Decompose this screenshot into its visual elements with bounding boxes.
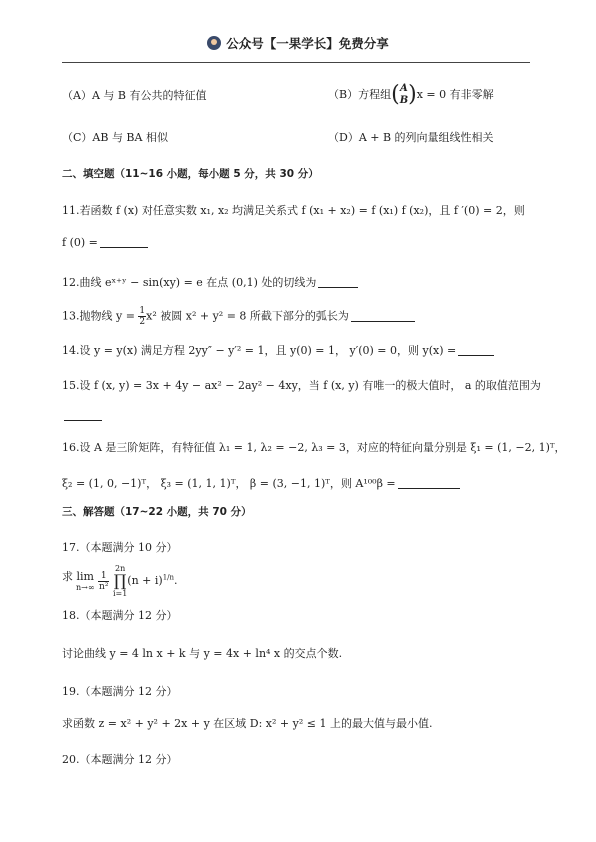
choice-b-suffix: x = 0 有非零解 — [416, 88, 494, 101]
q13-fraction — [138, 306, 146, 327]
q18-head: 18.（本题满分 12 分） — [62, 609, 178, 622]
q17-lim-sub: n→∞ — [76, 583, 95, 592]
q17-limit — [62, 570, 95, 592]
answer-blank — [351, 320, 415, 322]
q19-body: 求函数 z = x² + y² + 2x + y 在区域 D: x² + y² ≤ 1 上的最大值与最小值. — [62, 717, 433, 730]
q16-line1: 16.设 A 是三阶矩阵，有特征值 λ₁ = 1, λ₂ = −2, λ₃ = 3，对应的特征向量分别是 ξ₁ = (1, −2, 1)ᵀ， — [62, 441, 566, 454]
answer-blank — [398, 487, 460, 489]
section-3-title: 三、解答题（17~22 小题，共 70 分） — [62, 506, 252, 518]
q17-product — [113, 564, 127, 598]
header-title: 公众号【一果学长】免费分享 — [226, 36, 389, 51]
frac-den: 2 — [139, 317, 146, 327]
q13-prefix: 13.抛物线 y = — [62, 309, 135, 323]
q11-line2-text: f (0) = — [62, 236, 98, 249]
avatar-logo-icon — [207, 36, 221, 50]
frac-num: 1 — [139, 306, 146, 316]
q16-line2-text: ξ₂ = (1, 0, −1)ᵀ， ξ₃ = (1, 1, 1)ᵀ， β = (3, −1, 1)ᵀ，则 A¹⁰⁰β = — [62, 477, 396, 490]
q17-term: (n + i) — [127, 574, 163, 587]
q12-text: 12.曲线 eˣ⁺ʸ − sin(xy) = e 在点 (0,1) 处的切线为 — [62, 276, 317, 289]
q17-body — [62, 564, 178, 598]
choice-d: （D）A + B 的列向量组线性相关 — [328, 131, 494, 144]
q11-line1: 11.若函数 f (x) 对任意实数 x₁, x₂ 均满足关系式 f (x₁ + x₂) = f (x₁) f (x₂)，且 f ′(0) = 2，则 — [62, 204, 525, 217]
choice-a: （A）A 与 B 有公共的特征值 — [62, 89, 207, 102]
answer-blank — [458, 354, 494, 356]
block-matrix — [400, 83, 408, 107]
q19-head: 19.（本题满分 12 分） — [62, 685, 178, 698]
q17-head: 17.（本题满分 10 分） — [62, 541, 178, 554]
q11-line2 — [62, 235, 148, 251]
prod-bottom: i=1 — [112, 589, 128, 598]
q16-line2 — [62, 476, 460, 492]
q13 — [62, 306, 415, 327]
choice-c: （C）AB 与 BA 相似 — [62, 131, 168, 144]
q17-end: . — [174, 574, 178, 587]
q14-text: 14.设 y = y(x) 满足方程 2yy″ − y′² = 1，且 y(0) = 1， y′(0) = 0，则 y(x) = — [62, 344, 457, 357]
q20-head: 20.（本题满分 12 分） — [62, 753, 178, 766]
right-paren: ) — [408, 82, 417, 107]
block-bottom: B — [399, 95, 409, 106]
q13-suffix: x² 被圆 x² + y² = 8 所截下部分的弧长为 — [146, 309, 349, 323]
q18-body: 讨论曲线 y = 4 ln x + k 与 y = 4x + ln⁴ x 的交点个数. — [62, 647, 343, 660]
header-rule — [62, 62, 530, 63]
frac-num: 1 — [98, 571, 109, 582]
q17-lim: 求 lim — [62, 570, 94, 583]
left-paren: ( — [391, 82, 400, 107]
answer-blank — [318, 286, 358, 288]
q12 — [62, 275, 358, 291]
page-header — [0, 34, 596, 52]
q17-exp: 1/n — [162, 573, 175, 582]
q14 — [62, 343, 494, 359]
q17-fraction — [98, 571, 109, 592]
section-2-title: 二、填空题（11~16 小题，每小题 5 分，共 30 分） — [62, 168, 319, 180]
q15-blank-line — [62, 408, 102, 424]
answer-blank — [64, 419, 102, 421]
block-top: A — [400, 83, 408, 94]
choice-b-prefix: （B）方程组 — [328, 88, 392, 101]
product-sign-icon: ∏ — [113, 571, 127, 590]
q15: 15.设 f (x, y) = 3x + 4y − ax² − 2ay² − 4xy，当 f (x, y) 有唯一的极大值时， a 的取值范围为 — [62, 379, 541, 392]
frac-den: n² — [99, 581, 109, 592]
choice-b — [328, 80, 494, 110]
answer-blank — [100, 246, 148, 248]
prod-top: 2n — [114, 564, 126, 573]
